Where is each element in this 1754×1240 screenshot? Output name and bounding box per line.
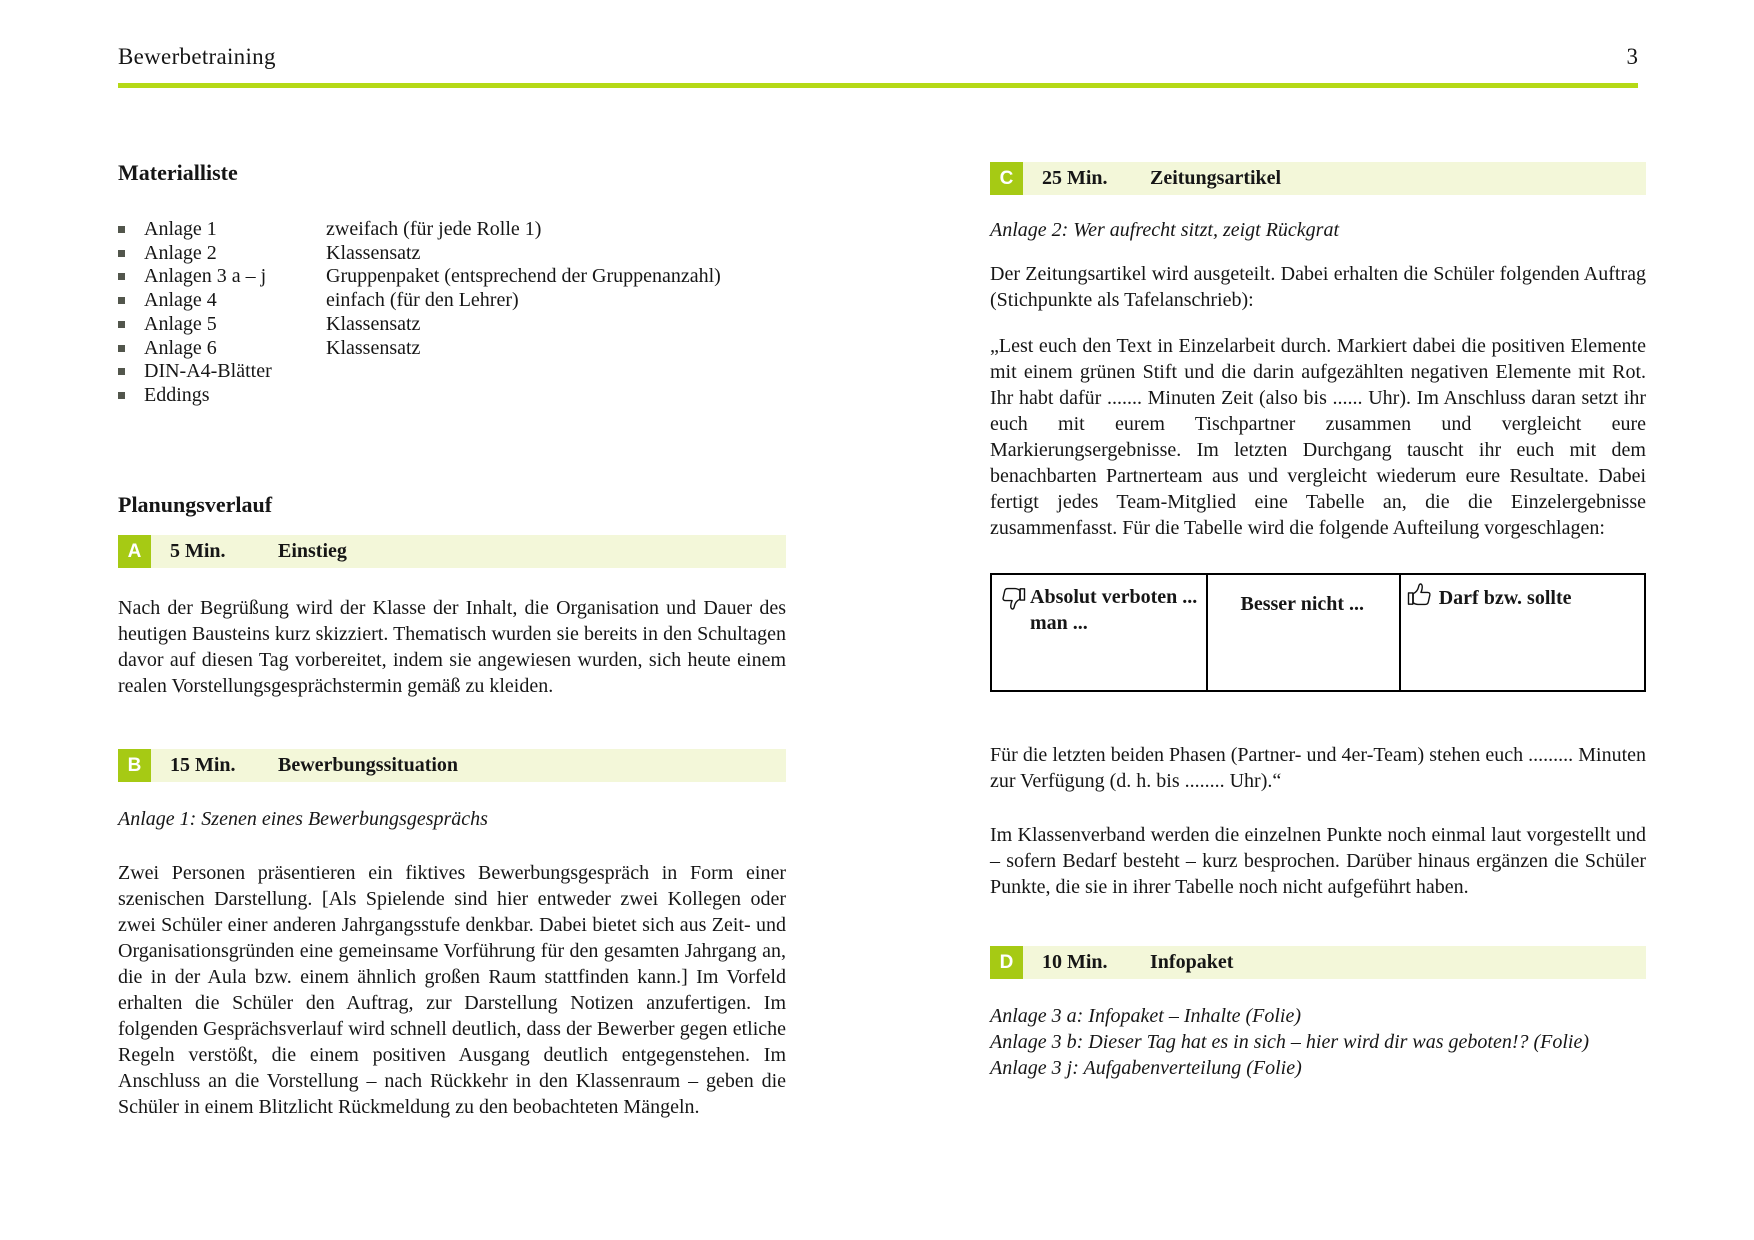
material-item: [118, 289, 786, 313]
section-duration: 10 Min.: [1042, 951, 1108, 973]
section-c-time-paragraph: Für die letzten beiden Phasen (Partner- und 4er-Team) stehen euch ......... Minuten zur Verfügung (d. h. bis ........ Uhr).“: [990, 744, 1646, 792]
section-letter-badge: A: [118, 535, 151, 568]
material-item: [118, 242, 786, 266]
section-title: Zeitungsartikel: [1150, 167, 1282, 189]
section-header-d: [990, 946, 1646, 979]
material-detail: Gruppenpaket (entsprechend der Gruppenanzahl): [326, 265, 721, 288]
square-bullet-icon: [118, 250, 125, 257]
material-detail: Klassensatz: [326, 336, 421, 359]
right-column: [990, 162, 1646, 1081]
section-d-subtitles: [990, 1003, 1646, 1081]
material-label: Anlage 5: [144, 312, 217, 335]
forbidden-heading-line2: man ...: [1030, 612, 1088, 634]
header-title: Bewerbetraining: [118, 44, 276, 69]
square-bullet-icon: [118, 368, 125, 375]
material-detail: [326, 360, 786, 384]
material-item: [118, 360, 786, 384]
material-item: [118, 384, 786, 408]
section-a-paragraph: Nach der Begrüßung wird der Klasse der Inhalt, die Organisation und Dauer des heutigen Bausteins kurz skizziert. Thematisch wurden sie bereits in den Schultagen davor auf diesen Tag vorbereitet, indem sie angewiesen wurden, sich heute einem realen Vorstellungsgesprächstermin gemäß zu kleiden.: [118, 596, 786, 697]
section-letter-badge: B: [118, 749, 151, 782]
marking-table: [990, 573, 1646, 692]
thumbs-down-icon: [996, 581, 1028, 615]
square-bullet-icon: [118, 273, 125, 280]
material-label: DIN-A4-Blätter: [144, 360, 272, 383]
section-title: Infopaket: [1150, 951, 1234, 973]
table-cell-better-not: [1207, 574, 1400, 691]
section-title: Bewerbungssituation: [278, 753, 459, 776]
material-detail: zweifach (für jede Rolle 1): [326, 218, 542, 240]
square-bullet-icon: [118, 345, 125, 352]
better-not-heading: Besser nicht ...: [1240, 593, 1365, 615]
section-letter-badge: D: [990, 946, 1023, 979]
material-item: [118, 218, 786, 242]
material-item: [118, 265, 786, 289]
material-detail: Klassensatz: [326, 312, 421, 335]
materials-list: [118, 218, 786, 408]
section-duration: 25 Min.: [1042, 167, 1108, 189]
section-letter-badge: C: [990, 162, 1023, 195]
table-cell-forbidden: [991, 574, 1207, 691]
material-detail: Klassensatz: [326, 241, 421, 264]
section-c-quote-paragraph: „Lest euch den Text in Einzelarbeit durch. Markiert dabei die positiven Elemente mit einem grünen Stift und die darin aufgezählten negativen Elemente mit Rot. Ihr habt dafür ....... Minuten Zeit (also bis ...... Uhr). Im Anschluss daran setzt ihr euch mit eurem Tischpartner zusammen und vergleicht eure Markierungsergebnisse. Im letzten Durchgang tauscht ihr euch mit dem benachbarten Partnerteam aus und vergleicht wiederum eure Resultate. Dabei fertigt jedes Team-Mitglied eine Tabelle an, die die Einzelergebnisse zusammenfasst. Für die Tabelle wird die folgende Aufteilung vorgeschlagen:: [990, 335, 1646, 539]
material-label: Anlage 1: [144, 218, 217, 240]
table-cell-allowed: [1400, 574, 1645, 691]
section-d-subtitle-line: Anlage 3 j: Aufgabenverteilung (Folie): [990, 1057, 1302, 1079]
section-header-c: [990, 162, 1646, 195]
allowed-heading: Darf bzw. sollte: [1438, 587, 1572, 609]
forbidden-heading-line1: Absolut verboten ...: [1030, 586, 1198, 608]
section-title: Einstieg: [278, 539, 347, 562]
section-duration: 15 Min.: [170, 753, 236, 776]
section-c-intro-paragraph: Der Zeitungsartikel wird ausgeteilt. Dabei erhalten die Schüler folgenden Auftrag (Stichpunkte als Tafelanschrieb):: [990, 263, 1646, 311]
thumbs-up-icon: [1405, 578, 1437, 612]
material-item: [118, 337, 786, 361]
section-b-subtitle: Anlage 1: Szenen eines Bewerbungsgesprächs: [118, 807, 488, 830]
square-bullet-icon: [118, 321, 125, 328]
page-number: 3: [1626, 44, 1638, 69]
section-c-plenum-paragraph: Im Klassenverband werden die einzelnen Punkte noch einmal laut vorgestellt und – sofern Bedarf besteht – kurz besprochen. Darüber hinaus ergänzen die Schüler Punkte, die sie in ihrer Tabelle noch nicht aufgeführt haben.: [990, 824, 1646, 898]
material-item: [118, 313, 786, 337]
section-b-paragraph: Zwei Personen präsentieren ein fiktives Bewerbungsgespräch in Form einer szenischen Darstellung. [Als Spielende sind hier entweder zwei Kollegen oder zwei Schüler einer anderen Jahrgangsstufe denkbar. Dabei bietet sich aus Zeit- und Organisationsgründen eine gemeinsame Vorführung für den gesamten Jahrgang an, die in der Aula bzw. einem ähnlich großen Raum stattfinden kann.] Im Vorfeld erhalten die Schüler den Auftrag, zur Darstellung Notizen anzufertigen. Im folgenden Gesprächsverlauf wird schnell deutlich, dass der Bewerber gegen etliche Regeln verstößt, die einem positiven Ausgang deutlich entgegenstehen. Im Anschluss an die Vorstellung – nach Rückkehr in den Klassenraum – geben die Schüler in einem Blitzlicht Rückmeldung zu den beobachteten Mängeln.: [118, 861, 786, 1118]
material-label: Anlage 2: [144, 241, 217, 264]
materials-heading: Materialliste: [118, 160, 238, 185]
left-column: [118, 150, 786, 1120]
material-label: Anlagen 3 a – j: [144, 265, 267, 288]
material-detail: [326, 384, 786, 408]
section-d-subtitle-line: Anlage 3 b: Dieser Tag hat es in sich – hier wird dir was geboten!? (Folie): [990, 1031, 1590, 1053]
plan-heading: Planungsverlauf: [118, 491, 273, 517]
material-detail: einfach (für den Lehrer): [326, 289, 519, 312]
section-d-subtitle-line: Anlage 3 a: Infopaket – Inhalte (Folie): [990, 1005, 1302, 1027]
square-bullet-icon: [118, 297, 125, 304]
square-bullet-icon: [118, 226, 125, 233]
header-rule: [118, 83, 1638, 88]
material-label: Eddings: [144, 383, 210, 406]
section-c-subtitle: Anlage 2: Wer aufrecht sitzt, zeigt Rückgrat: [990, 219, 1340, 241]
material-label: Anlage 4: [144, 289, 217, 312]
material-label: Anlage 6: [144, 336, 217, 359]
section-duration: 5 Min.: [170, 539, 226, 562]
table-row: [991, 574, 1645, 691]
square-bullet-icon: [118, 392, 125, 399]
section-header-a: [118, 535, 786, 568]
section-header-b: [118, 749, 786, 782]
